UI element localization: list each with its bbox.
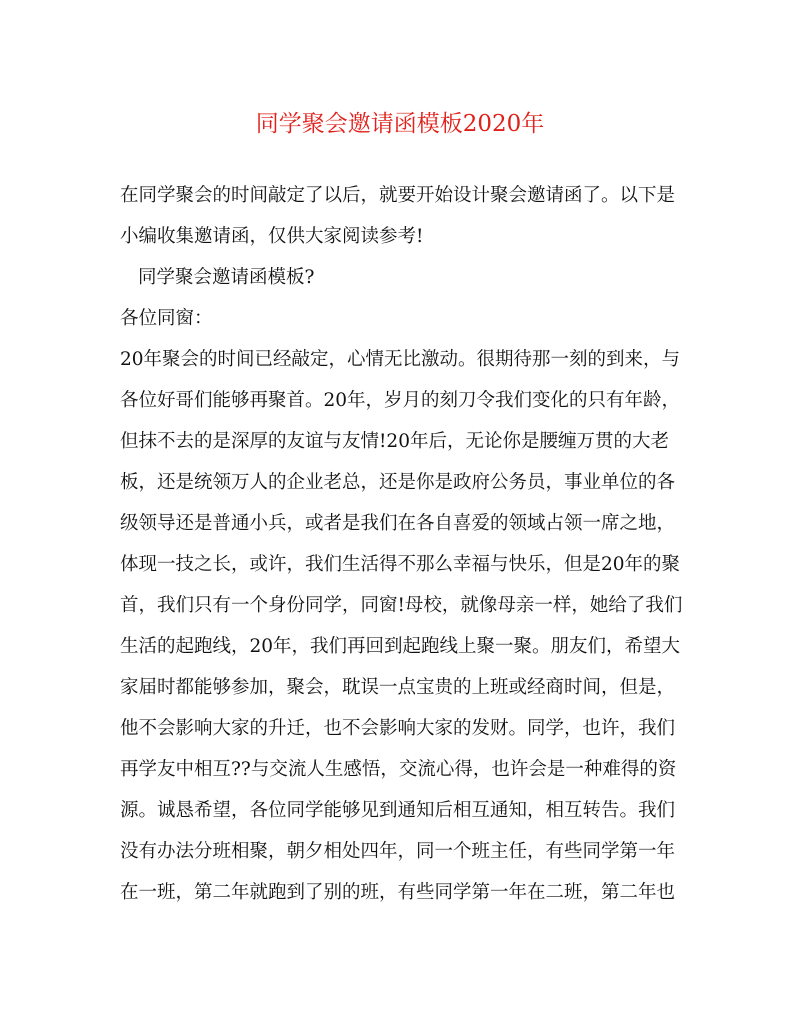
body-line: 源。诚恳希望，各位同学能够见到通知后相互通知，相互转告。我们	[120, 800, 676, 821]
body-line: 再学友中相互??与交流人生感悟，交流心得，也许会是一种难得的资	[120, 759, 677, 780]
body-line: 小编收集邀请函，仅供大家阅读参考!	[120, 226, 424, 247]
document-title: 同学聚会邀请函模板2020年	[255, 111, 545, 137]
body-line: 体现一技之长，或许，我们生活得不那么幸福与快乐，但是20年的聚	[120, 554, 681, 575]
body-line: 家届时都能够参加，聚会，耽误一点宝贵的上班或经商时间，但是，	[120, 677, 676, 698]
body-line: 生活的起跑线，20年，我们再回到起跑线上聚一聚。朋友们，希望大	[120, 636, 681, 657]
subtitle-line: 同学聚会邀请函模板?	[138, 267, 315, 288]
body-line: 在一班，第二年就跑到了别的班，有些同学第一年在二班，第二年也	[120, 882, 676, 903]
body-line: 他不会影响大家的升迁，也不会影响大家的发财。同学，也许，我们	[120, 718, 676, 739]
body-line: 在同学聚会的时间敲定了以后，就要开始设计聚会邀请函了。以下是	[120, 185, 676, 206]
body-line: 级领导还是普通小兵，或者是我们在各自喜爱的领域占领一席之地，	[120, 513, 676, 534]
body-line: 没有办法分班相聚，朝夕相处四年，同一个班主任，有些同学第一年	[120, 841, 676, 862]
body-line: 各位好哥们能够再聚首。20年，岁月的刻刀令我们变化的只有年龄，	[120, 390, 681, 411]
body-line: 首，我们只有一个身份同学，同窗!母校，就像母亲一样，她给了我们	[120, 595, 683, 616]
body-line: 但抹不去的是深厚的友谊与友情!20年后，无论你是腰缠万贯的大老	[120, 431, 669, 452]
salutation-line: 各位同窗：	[120, 308, 213, 329]
body-line: 板，还是统领万人的企业老总，还是你是政府公务员，事业单位的各	[120, 472, 676, 493]
body-line: 20年聚会的时间已经敲定，心情无比激动。很期待那一刻的到来，与	[120, 349, 681, 370]
